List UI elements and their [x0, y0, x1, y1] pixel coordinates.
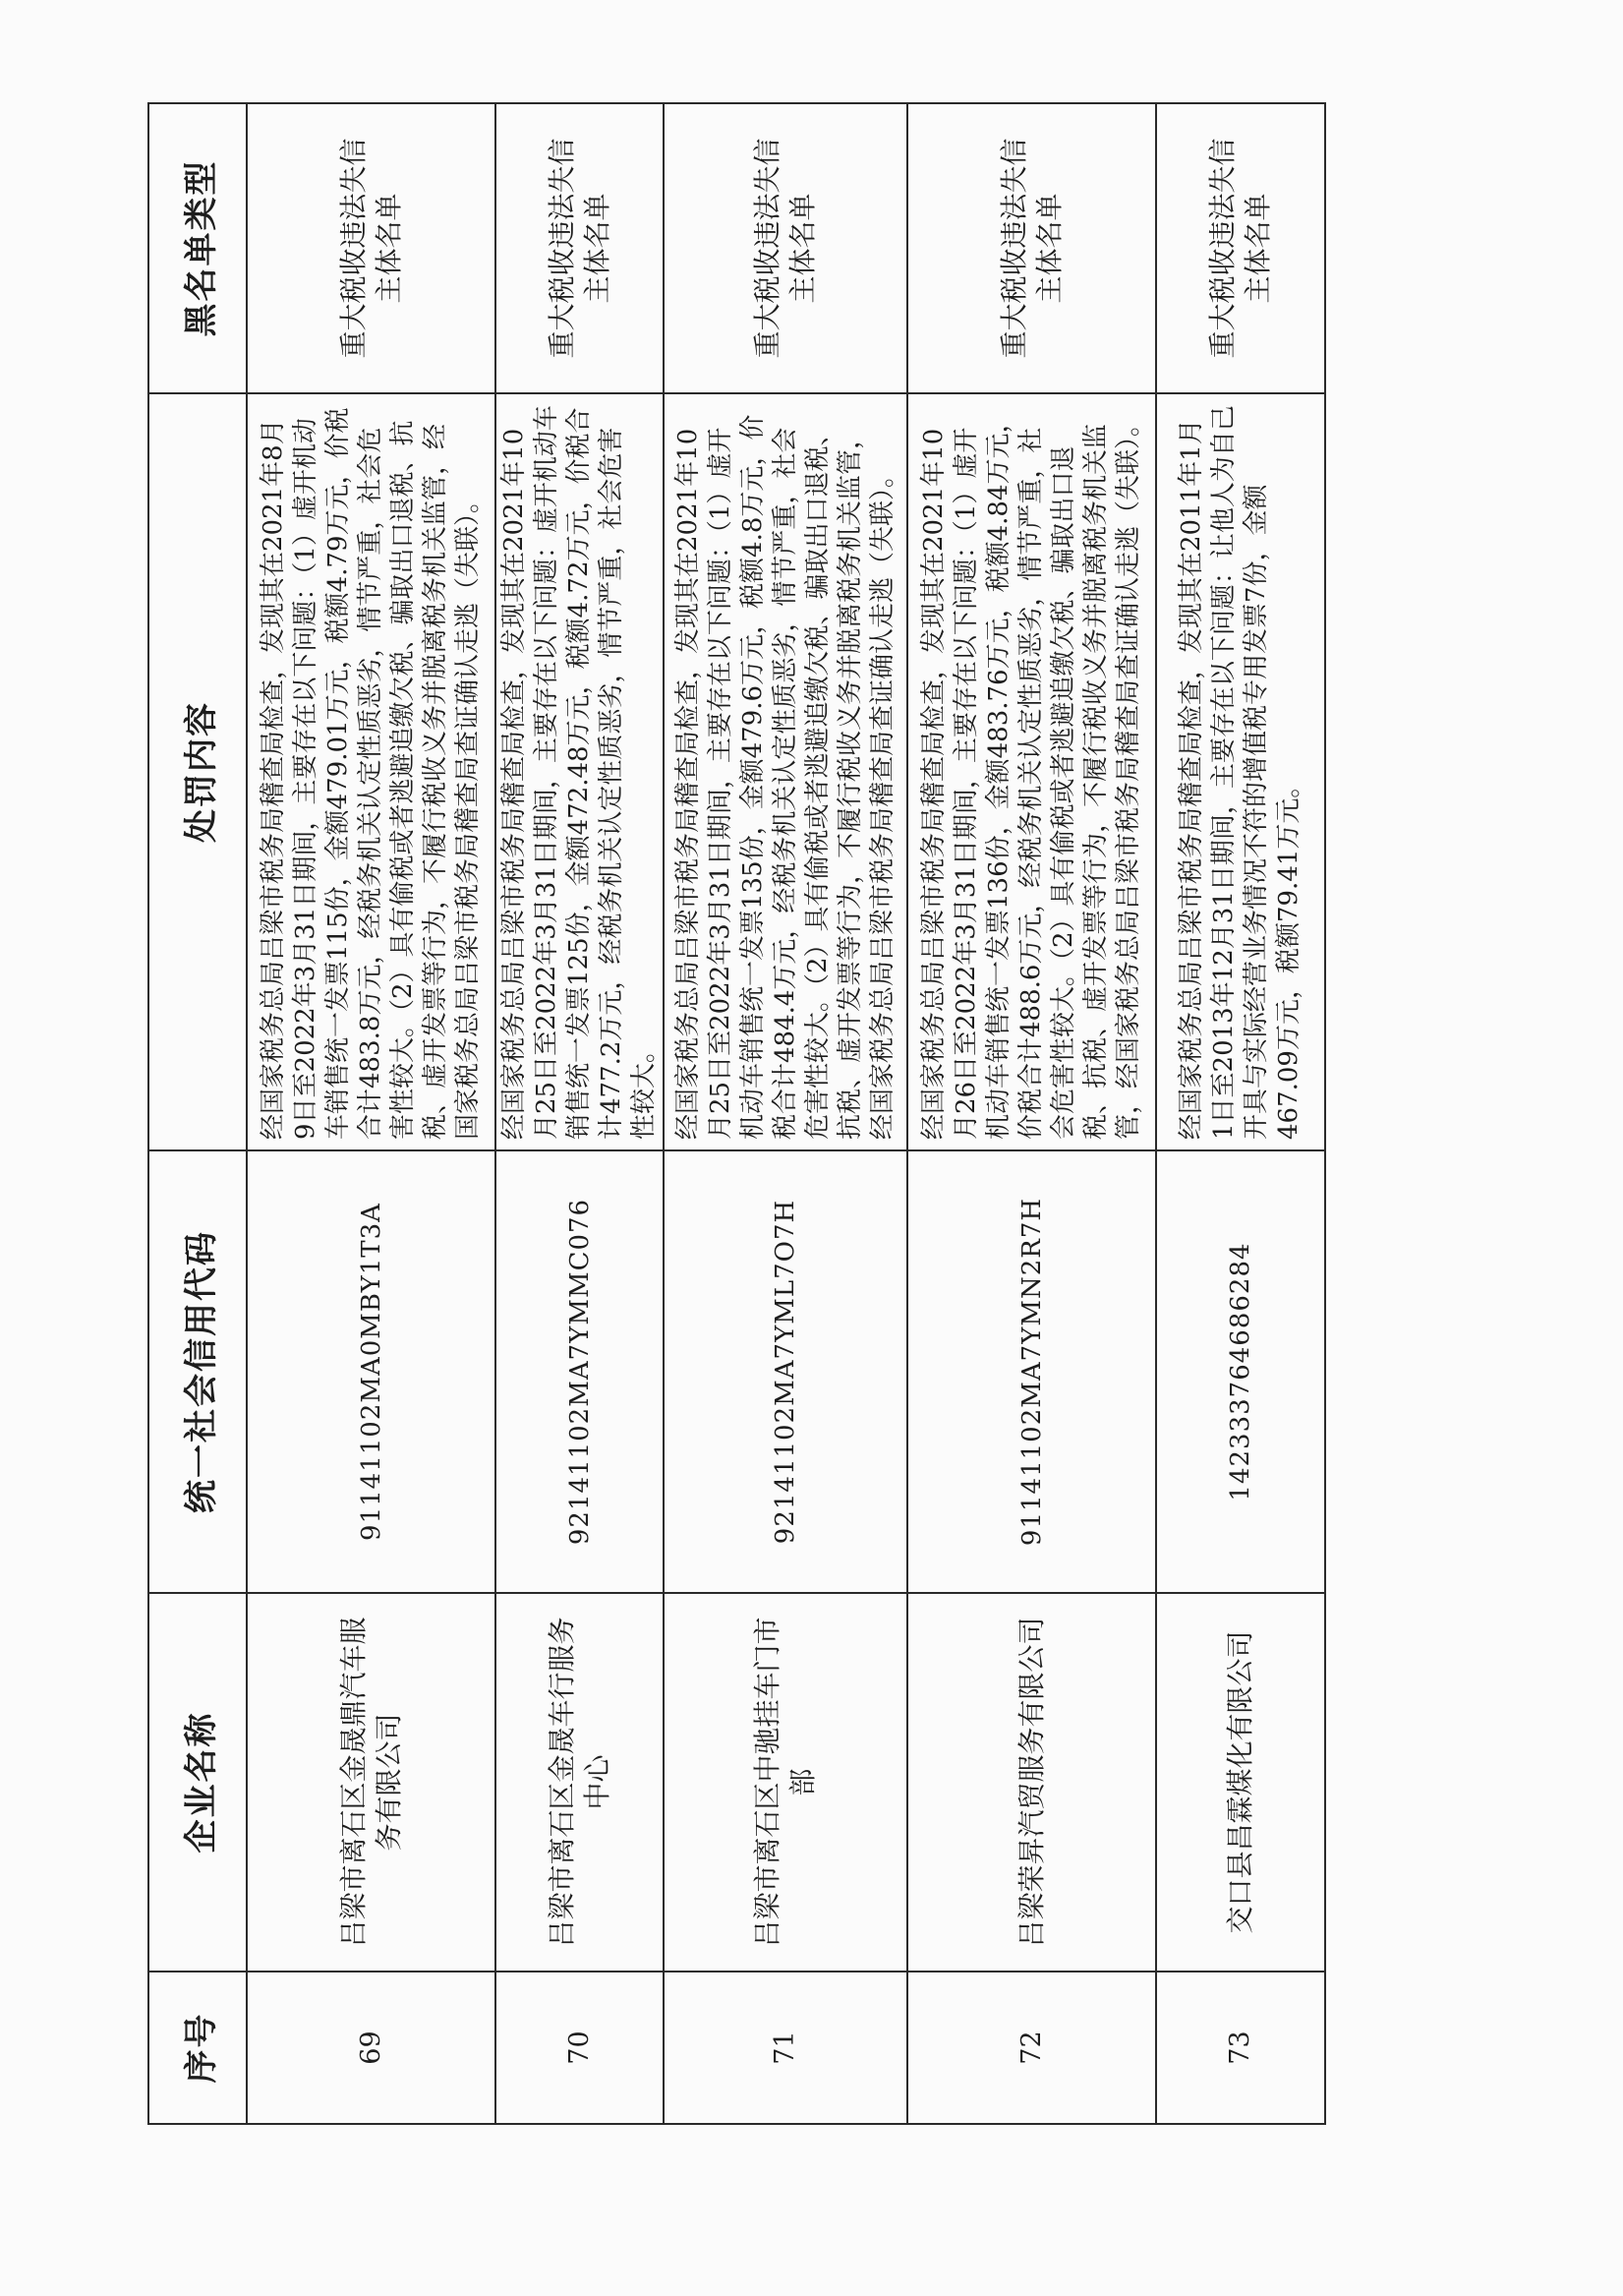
header-code: 统一社会信用代码 — [148, 1150, 247, 1593]
rotated-table-page — [147, 104, 1303, 2125]
blacklist-table — [147, 102, 1326, 2125]
row-blacklist-type: 重大税收违法失信主体名单 — [664, 103, 907, 393]
table-row — [664, 103, 907, 2124]
header-name: 企业名称 — [148, 1593, 247, 1972]
row-credit-code: 142333764686284 — [1156, 1150, 1325, 1593]
row-penalty-content: 经国家税务总局吕梁市税务局稽查局检查，发现其在2011年1月1日至2013年12月31日期间，主要存在以下问题：让他人为自己开具与实际经营业务情况不符的增值税专用发票7份，金额467.09万元，税额79.41万元。 — [1156, 393, 1325, 1150]
row-company-name: 吕梁市离石区金晟鼎汽车服务有限公司 — [247, 1593, 495, 1972]
row-penalty-content: 经国家税务总局吕梁市税务局稽查局检查，发现其在2021年10月26日至2022年3月31日期间，主要存在以下问题：（1）虚开机动车销售统一发票136份，金额483.76万元，税额4.84万元，价税合计488.6万元，经税务机关认定性质恶劣，情节严重，社会危害性较大。（2）具有偷税或者逃避追缴欠税、骗取出口退税、抗税、虚开发票等行为，不履行税收义务并脱离税务机关监管，经国家税务总局吕梁市税务局稽查局查证确认走逃（失联）。 — [907, 393, 1156, 1150]
row-company-name: 交口县昌霖煤化有限公司 — [1156, 1593, 1325, 1972]
row-seq: 70 — [495, 1972, 664, 2124]
row-blacklist-type: 重大税收违法失信主体名单 — [495, 103, 664, 393]
row-blacklist-type: 重大税收违法失信主体名单 — [247, 103, 495, 393]
row-credit-code: 92141102MA7YML7O7H — [664, 1150, 907, 1593]
row-penalty-content: 经国家税务总局吕梁市税务局稽查局检查，发现其在2021年8月9日至2022年3月31日期间，主要存在以下问题：（1）虚开机动车销售统一发票115份，金额479.01万元，税额4.79万元，价税合计483.8万元，经税务机关认定性质恶劣，情节严重，社会危害性较大。（2）具有偷税或者逃避追缴欠税、骗取出口退税、抗税、虚开发票等行为，不履行税收义务并脱离税务机关监管，经国家税务总局吕梁市税务局稽查局查证确认走逃（失联）。 — [247, 393, 495, 1150]
row-seq: 69 — [247, 1972, 495, 2124]
row-company-name: 吕梁荣昇汽贸服务有限公司 — [907, 1593, 1156, 1972]
row-credit-code: 91141102MA7YMN2R7H — [907, 1150, 1156, 1593]
row-seq: 73 — [1156, 1972, 1325, 2124]
table-header-row — [148, 103, 247, 2124]
row-blacklist-type: 重大税收违法失信主体名单 — [907, 103, 1156, 393]
row-credit-code: 91141102MA0MBY1T3A — [247, 1150, 495, 1593]
header-type: 黑名单类型 — [148, 103, 247, 393]
row-company-name: 吕梁市离石区金晟车行服务中心 — [495, 1593, 664, 1972]
row-penalty-content: 经国家税务总局吕梁市税务局稽查局检查，发现其在2021年10月25日至2022年3月31日期间，主要存在以下问题：（1）虚开机动车销售统一发票135份，金额479.6万元，税额4.8万元，价税合计484.4万元，经税务机关认定性质恶劣，情节严重，社会危害性较大。（2）具有偷税或者逃避追缴欠税、骗取出口退税、抗税、虚开发票等行为，不履行税收义务并脱离税务机关监管，经国家税务总局吕梁市税务局稽查局查证确认走逃（失联）。 — [664, 393, 907, 1150]
header-seq: 序号 — [148, 1972, 247, 2124]
table-row — [495, 103, 664, 2124]
row-seq: 71 — [664, 1972, 907, 2124]
row-blacklist-type: 重大税收违法失信主体名单 — [1156, 103, 1325, 393]
row-credit-code: 92141102MA7YMMC076 — [495, 1150, 664, 1593]
row-company-name: 吕梁市离石区中驰挂车门市部 — [664, 1593, 907, 1972]
row-seq: 72 — [907, 1972, 1156, 2124]
table-row — [907, 103, 1156, 2124]
row-penalty-content: 经国家税务总局吕梁市税务局稽查局检查，发现其在2021年10月25日至2022年3月31日期间，主要存在以下问题：虚开机动车销售统一发票125份，金额472.48万元，税额4.72万元，价税合计477.2万元，经税务机关认定性质恶劣，情节严重，社会危害性较大。 — [495, 393, 664, 1150]
table-row — [247, 103, 495, 2124]
table-row — [1156, 103, 1325, 2124]
header-content: 处罚内容 — [148, 393, 247, 1150]
